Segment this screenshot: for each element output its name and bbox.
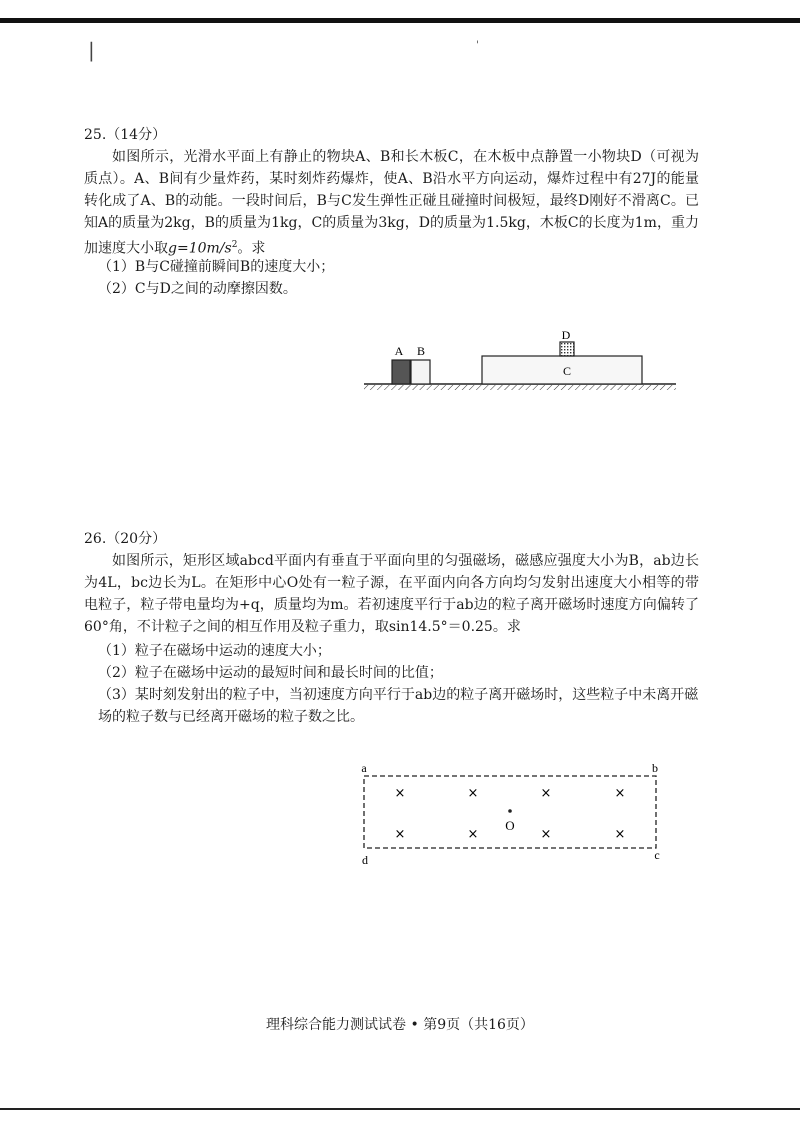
corner-b: b: [652, 761, 658, 775]
field-mark: ×: [467, 786, 479, 801]
corner-a: a: [361, 761, 367, 775]
q26-body-text: 如图所示，矩形区域abcd平面内有垂直于平面向里的匀强磁场，磁感应强度大小为B，ab边长为4L，bc边长为L。在矩形中心O处有一粒子源，在平面内向各方向均匀发射出速度大小相等的带电粒子，粒子带电量均为+q，质量均为m。若初速度平行于ab边的粒子离开磁场时速度方向偏转了60°角，不计粒子之间的相互作用及粒子重力，取sin14.5°＝0.25。求: [84, 553, 699, 635]
q25-body-tail: 。求: [237, 240, 266, 257]
q26-title: 26.（20分）: [84, 531, 167, 547]
q25-sub2: （2）C与D之间的动摩擦因数。: [98, 281, 297, 297]
field-mark: ×: [614, 827, 626, 842]
q25-subquestions: [84, 256, 699, 300]
q25-g-exponent: 2: [231, 240, 238, 250]
q26-figure: [350, 758, 670, 873]
corner-d: d: [362, 853, 368, 867]
q25-body: [84, 146, 699, 260]
label-a: A: [394, 344, 404, 358]
block-b: [411, 360, 430, 384]
field-mark: ×: [394, 786, 406, 801]
q26-sub1: （1）粒子在磁场中运动的速度大小；: [98, 643, 331, 659]
field-mark: ×: [540, 786, 552, 801]
q26-sub3: （3）某时刻发射出的粒子中，当初速度方向平行于ab边的粒子离开磁场时，这些粒子中未离开磁场的粒子数与已经离开磁场的粒子数之比。: [98, 687, 699, 725]
q25-body-text: 如图所示，光滑水平面上有静止的物块A、B和长木板C，在木板中点静置一小物块D（可视为质点）。A、B间有少量炸药，某时刻炸药爆炸，使A、B沿水平方向运动，爆炸过程中有27J的能量转化成了A、B的动能。一段时间后，B与C发生弹性正碰且碰撞时间极短，最终D刚好不滑离C。已知A的质量为2kg，B的质量为1kg，C的质量为3kg，D的质量为1.5kg，木板C的长度为1m，重力加速度大小取: [84, 149, 699, 257]
q26-subquestions: [84, 640, 699, 728]
q25-g-value: g=10m/s: [168, 240, 232, 257]
label-d: D: [561, 328, 571, 342]
center-point: [508, 809, 512, 813]
block-d: [560, 342, 574, 356]
scan-mark-right: ': [476, 40, 479, 51]
top-border-rule: [0, 18, 800, 23]
page-footer: 理科综合能力测试试卷 • 第9页（共16页）: [266, 1017, 534, 1033]
field-mark: ×: [394, 827, 406, 842]
corner-c: c: [654, 848, 660, 862]
q25-title: 25.（14分）: [84, 127, 167, 143]
q25-sub1: （1）B与C碰撞前瞬间B的速度大小；: [98, 259, 335, 275]
q25-figure: [360, 322, 680, 398]
block-a: [392, 360, 410, 384]
bottom-border-rule: [0, 1108, 800, 1110]
field-mark: ×: [614, 786, 626, 801]
field-mark: ×: [467, 827, 479, 842]
q26-body: [84, 550, 699, 638]
label-b: B: [416, 344, 426, 358]
center-label-o: O: [505, 818, 515, 833]
ground-hatch: [364, 385, 676, 390]
scan-mark-left: |: [88, 38, 95, 62]
field-mark: ×: [540, 827, 552, 842]
q26-sub2: （2）粒子在磁场中运动的最短时间和最长时间的比值；: [98, 665, 443, 681]
label-c: C: [562, 364, 572, 378]
